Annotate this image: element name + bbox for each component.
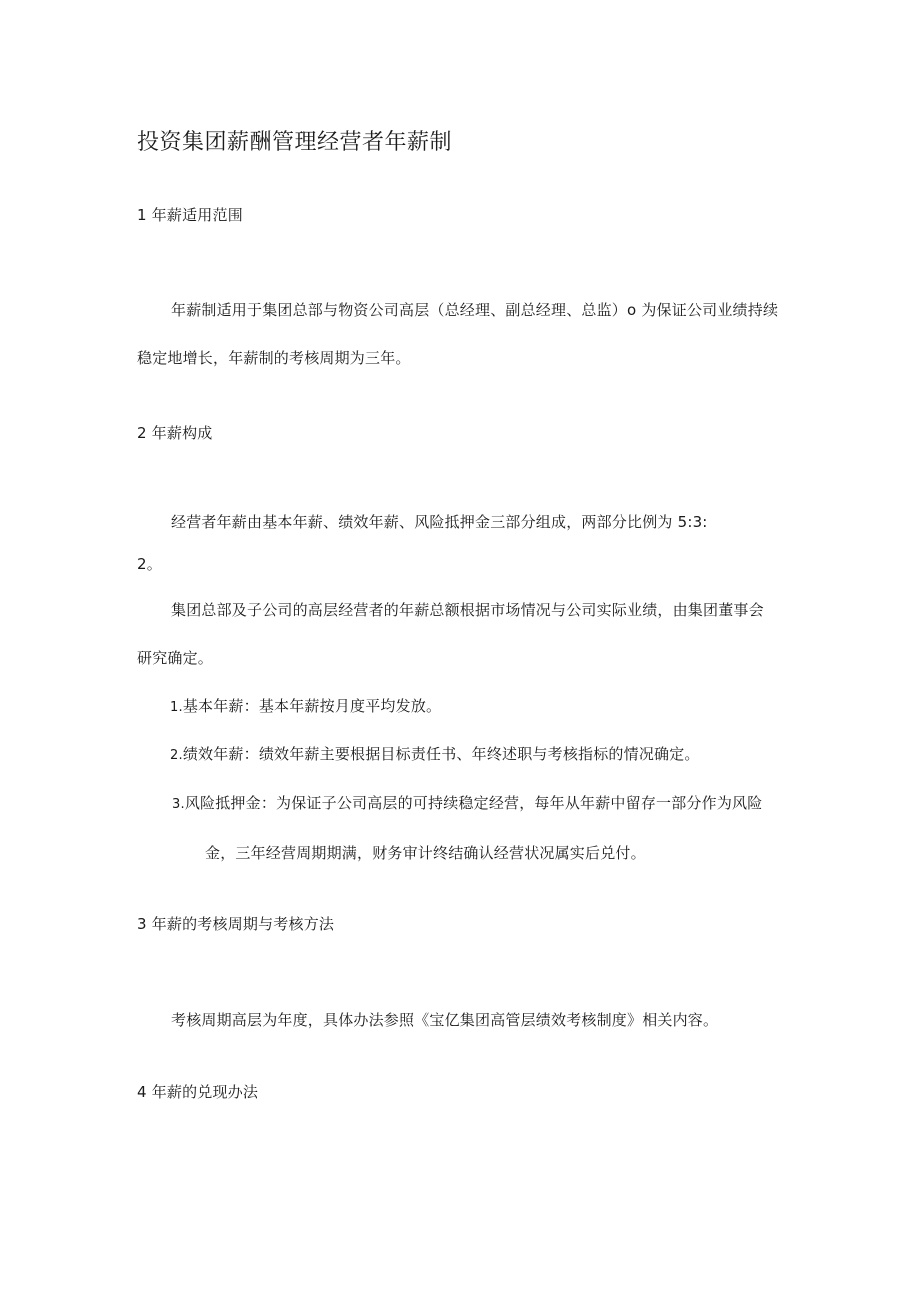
section-2-heading: 2 年薪构成 bbox=[137, 424, 213, 442]
section-2-paragraph2-line-2: 研究确定。 bbox=[137, 649, 214, 667]
list-item-1-label: 基本年薪 bbox=[182, 697, 244, 715]
section-3-heading: 3 年薪的考核周期与考核方法 bbox=[137, 915, 335, 933]
section-1-heading: 1 年薪适用范围 bbox=[137, 206, 243, 224]
section-1-paragraph-line-1: 年薪制适用于集团总部与物资公司高层（总经理、副总经理、总监）o 为保证公司业绩持续 bbox=[171, 301, 779, 319]
list-item-3 bbox=[172, 793, 762, 815]
list-item-2-number: 2. bbox=[170, 748, 183, 763]
list-item-3-label: 风险抵押金 bbox=[184, 794, 261, 812]
list-item-3-continuation: 金，三年经营周期期满，财务审计终结确认经营状况属实后兑付。 bbox=[205, 844, 646, 862]
section-2-paragraph2-line-1: 集团总部及子公司的高层经营者的年薪总额根据市场情况与公司实际业绩，由集团董事会 bbox=[171, 601, 764, 619]
list-item-1-number: 1. bbox=[170, 700, 183, 715]
list-item-3-text: ：为保证子公司高层的可持续稳定经营，每年从年薪中留存一部分作为风险 bbox=[260, 794, 763, 812]
section-4-heading: 4 年薪的兑现办法 bbox=[137, 1083, 259, 1101]
section-3-paragraph-line-1: 考核周期高层为年度，具体办法参照《宝亿集团高管层绩效考核制度》相关内容。 bbox=[171, 1011, 719, 1029]
list-item-2-label: 绩效年薪 bbox=[182, 745, 244, 763]
section-1-paragraph-line-2: 稳定地增长，年薪制的考核周期为三年。 bbox=[137, 349, 411, 367]
section-2-paragraph1-line-2: 2。 bbox=[137, 555, 162, 573]
list-item-1 bbox=[170, 696, 441, 718]
list-item-2 bbox=[170, 744, 700, 766]
list-item-1-text: ：基本年薪按月度平均发放。 bbox=[243, 697, 442, 715]
section-2-paragraph1-line-1: 经营者年薪由基本年薪、绩效年薪、风险抵押金三部分组成，两部分比例为 5:3: bbox=[171, 513, 708, 531]
list-item-2-text: ：绩效年薪主要根据目标责任书、年终述职与考核指标的情况确定。 bbox=[243, 745, 700, 763]
document-title: 投资集团薪酬管理经营者年薪制 bbox=[137, 130, 453, 155]
list-item-3-number: 3. bbox=[172, 797, 185, 812]
